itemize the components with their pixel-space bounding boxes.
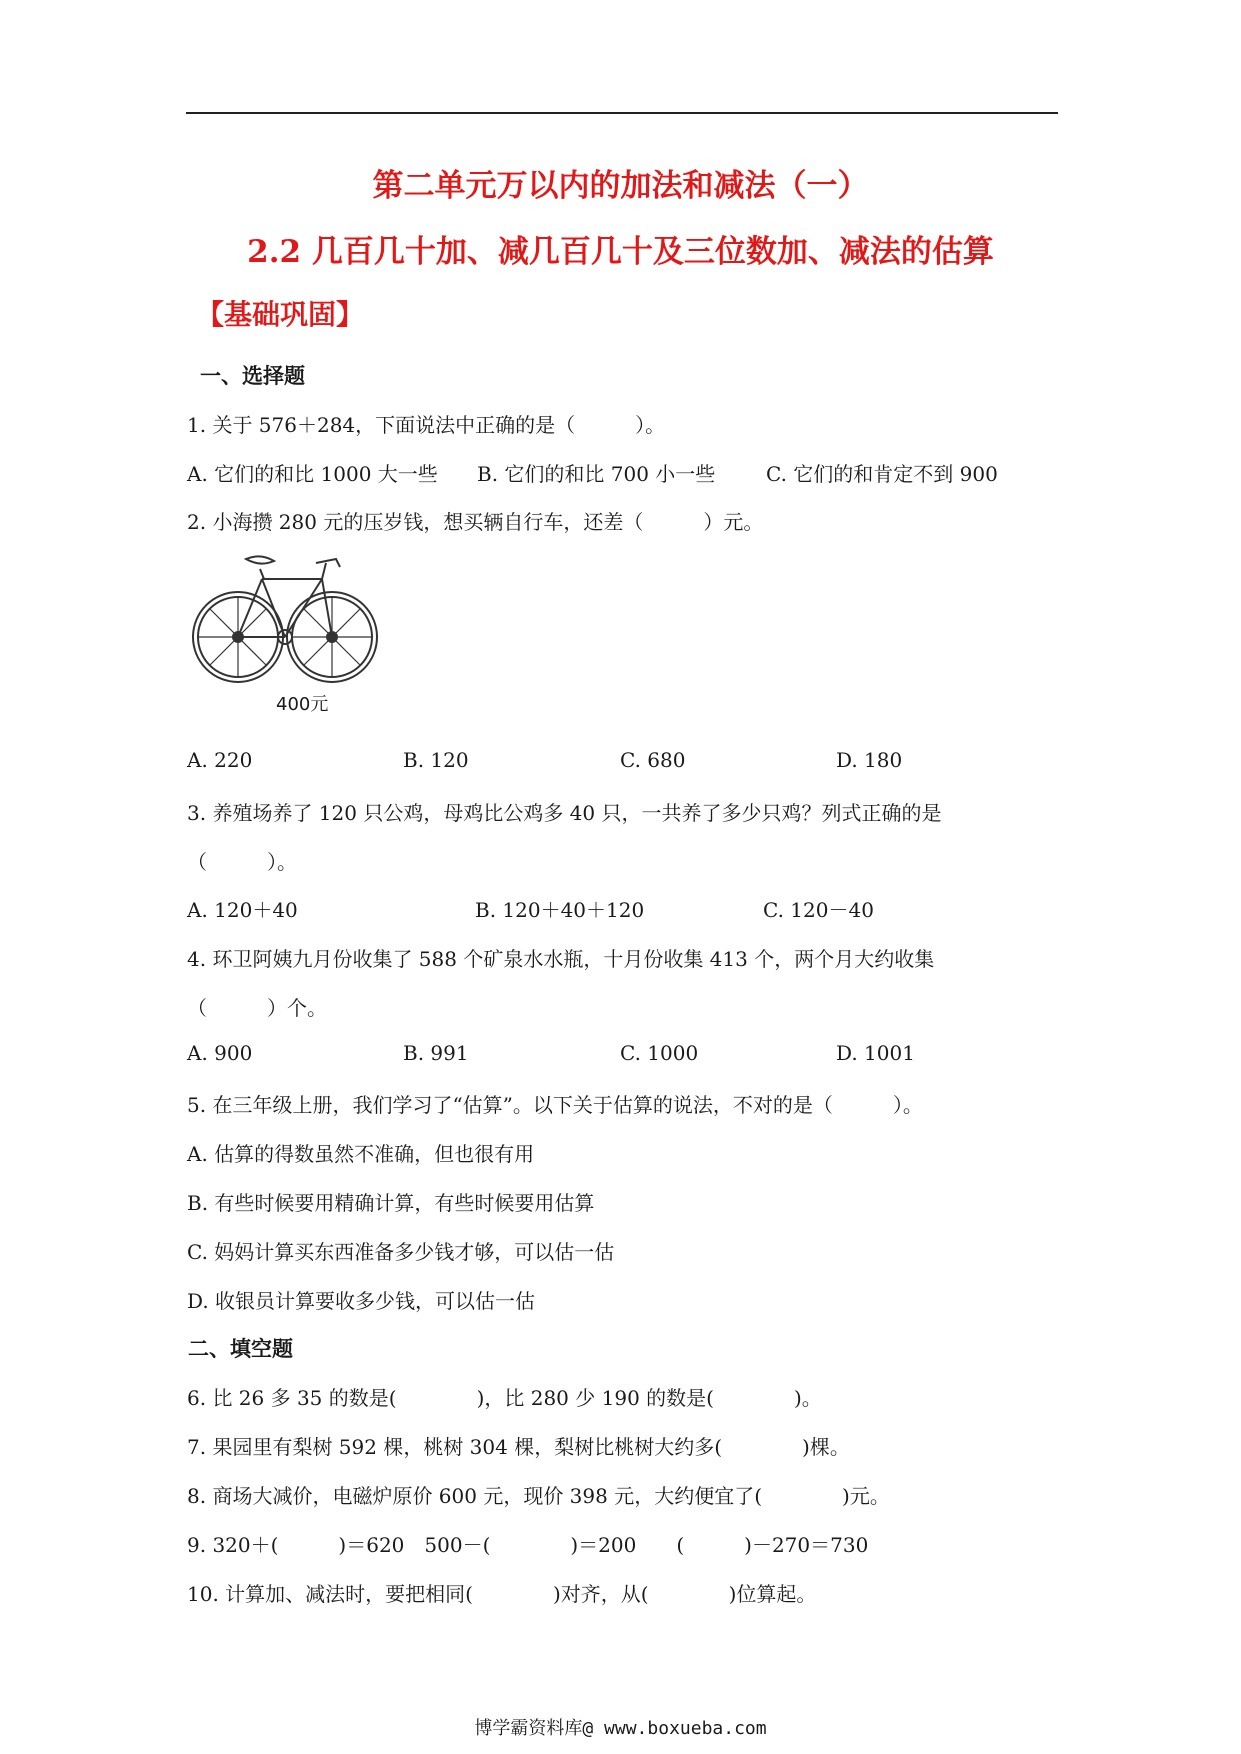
part1-heading: 一、选择题 [200, 364, 305, 388]
q4-option-b: B. 991 [403, 1041, 469, 1065]
q2-option-c: C. 680 [620, 748, 686, 772]
q3-option-a: A. 120＋40 [187, 898, 298, 922]
q7-text: 7. 果园里有梨树 592 棵，桃树 304 棵，梨树比桃树大约多( )棵。 [187, 1435, 850, 1459]
section-heading: 【基础巩固】 [196, 298, 365, 331]
unit-title: 第二单元万以内的加法和减法（一） [372, 168, 869, 204]
q3-text: 3. 养殖场养了 120 只公鸡，母鸡比公鸡多 40 只，一共养了多少只鸡？列式正确的是 [187, 801, 942, 825]
q5-option-a: A. 估算的得数虽然不准确，但也很有用 [187, 1142, 535, 1166]
q1-option-c: C. 它们的和肯定不到 900 [766, 462, 998, 486]
footer-watermark: 博学霸资料库@ www.boxueba.com [474, 1718, 767, 1739]
q4-option-d: D. 1001 [836, 1041, 915, 1065]
q10-text: 10. 计算加、减法时，要把相同( )对齐，从( )位算起。 [187, 1582, 817, 1606]
part2-heading: 二、填空题 [188, 1337, 293, 1361]
q4-text-cont: （ ）个。 [187, 996, 327, 1020]
q4-option-a: A. 900 [187, 1041, 253, 1065]
bicycle-price: 400元 [276, 694, 329, 715]
q3-option-b: B. 120＋40＋120 [475, 898, 645, 922]
header-rule [186, 112, 1058, 114]
q4-text: 4. 环卫阿姨九月份收集了 588 个矿泉水水瓶，十月份收集 413 个，两个月大约收集 [187, 947, 935, 971]
q2-option-b: B. 120 [403, 748, 469, 772]
q1-option-a: A. 它们的和比 1000 大一些 [187, 462, 438, 486]
q2-option-d: D. 180 [836, 748, 903, 772]
q5-option-c: C. 妈妈计算买东西准备多少钱才够，可以估一估 [187, 1240, 615, 1264]
q5-option-b: B. 有些时候要用精确计算，有些时候要用估算 [187, 1191, 595, 1215]
q2-option-a: A. 220 [187, 748, 253, 772]
lesson-title: 2.2 几百几十加、减几百几十及三位数加、减法的估算 [247, 234, 994, 270]
q8-text: 8. 商场大减价，电磁炉原价 600 元，现价 398 元，大约便宜了( )元。 [187, 1484, 890, 1508]
q9-text: 9. 320＋( )＝620 500－( )＝200 ( )－270＝730 [187, 1533, 869, 1557]
q1-option-b: B. 它们的和比 700 小一些 [477, 462, 716, 486]
q5-option-d: D. 收银员计算要收多少钱，可以估一估 [187, 1289, 536, 1313]
q6-text: 6. 比 26 多 35 的数是( )，比 280 少 190 的数是( )。 [187, 1386, 822, 1410]
q3-text-cont: （ ）。 [187, 850, 297, 874]
q4-option-c: C. 1000 [620, 1041, 699, 1065]
q1-text: 1. 关于 576＋284，下面说法中正确的是（ ）。 [187, 413, 666, 437]
q3-option-c: C. 120－40 [763, 898, 874, 922]
q2-text: 2. 小海攒 280 元的压岁钱，想买辆自行车，还差（ ）元。 [187, 510, 764, 534]
q5-text: 5. 在三年级上册，我们学习了“估算”。以下关于估算的说法，不对的是（ ）。 [187, 1093, 923, 1117]
